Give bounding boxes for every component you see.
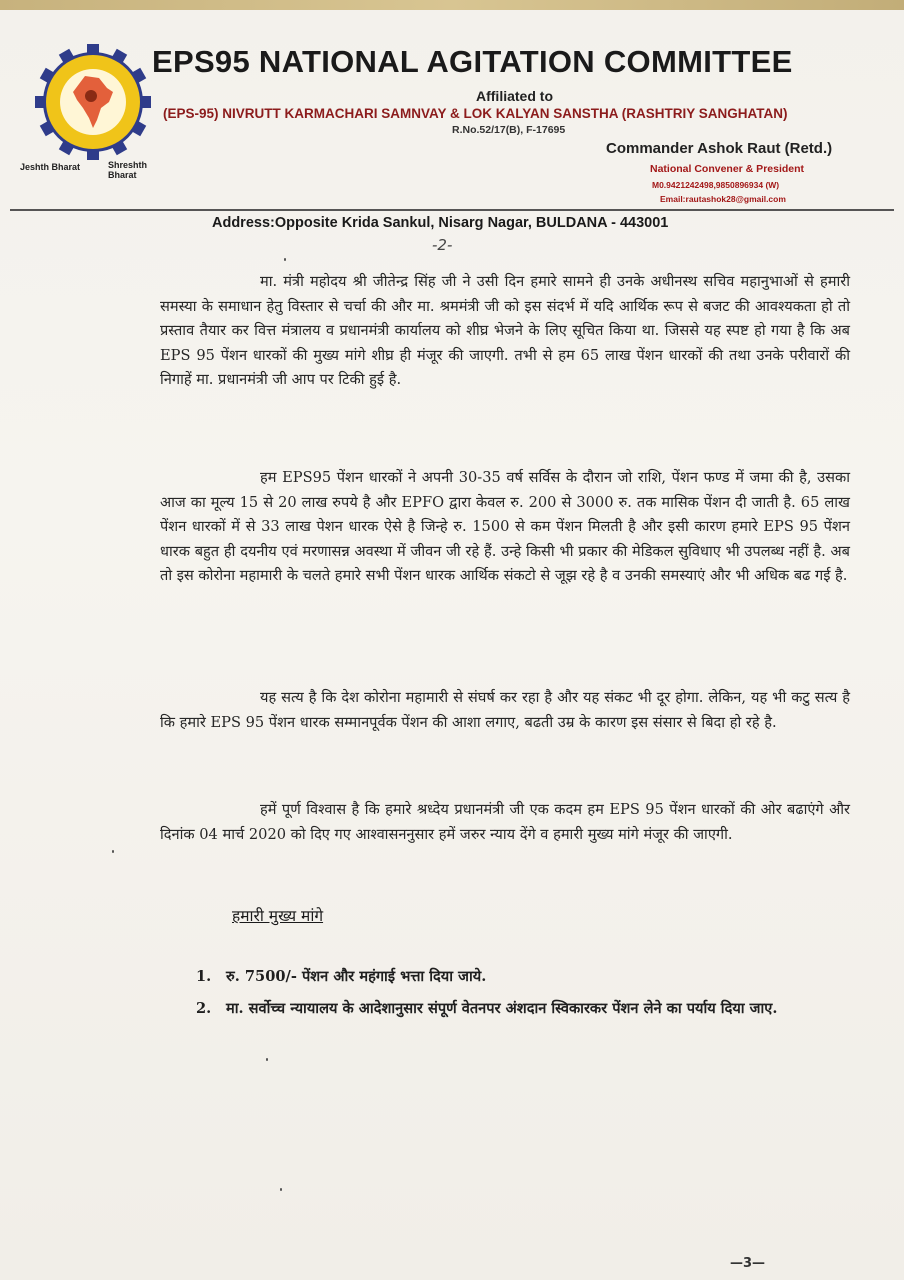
demand-item: [196, 996, 846, 1021]
paper-speck: [112, 850, 114, 853]
demands-heading: हमारी मुख्य मांगे: [232, 907, 324, 925]
demand-number: 1.: [196, 968, 212, 985]
address-line: Address:Opposite Krida Sankul, Nisarg Nagar, BULDANA - 443001: [212, 215, 669, 231]
signatory-name: Commander Ashok Raut (Retd.): [606, 140, 833, 157]
demand-text: रु. 7500/- पेंशन और महंगाई भत्ता दिया जाये.: [226, 968, 487, 985]
contact-email: Email:rautashok28@gmail.com: [660, 194, 786, 204]
demand-item: [196, 964, 846, 989]
paper-speck: [280, 1188, 282, 1191]
paragraph-4: हमें पूर्ण विश्वास है कि हमारे श्रध्देय प्रधानमंत्री जी एक कदम हम EPS 95 पेंशन धारकों की ओर बढाएंगे और दिनांक 04 मार्च 2020 को दिए गए आश्वासननुसार हमें जरुर न्याय देंगे व हमारी मुख्य मांगे मंजूर की जाएगी.: [160, 801, 850, 843]
paper-speck: [284, 258, 286, 261]
organization-logo: [18, 40, 168, 180]
gear-emblem-icon: [18, 40, 168, 165]
paragraph-3: यह सत्य है कि देश कोरोना महामारी से संघर्ष कर रहा है और यह संकट भी दूर होगा. लेकिन, यह भी कटु सत्य है कि हमारे EPS 95 पेंशन धारक सम्मानपूर्वक पेंशन की आशा लगाए, बढती उम्र के कारण इस संसार से बिदा हो रहे है.: [160, 689, 850, 731]
organization-title: EPS95 NATIONAL AGITATION COMMITTEE: [152, 44, 793, 79]
registration-number: R.No.52/17(B), F-17695: [452, 124, 566, 136]
logo-caption-right: Shreshth Bharat: [108, 160, 148, 180]
affiliated-organization: (EPS-95) NIVRUTT KARMACHARI SAMNVAY & LOK KALYAN SANSTHA (RASHTRIY SANGHATAN): [163, 106, 788, 121]
signatory-designation: National Convener & President: [650, 163, 805, 175]
header-divider: [10, 209, 894, 211]
affiliated-label: Affiliated to: [476, 88, 553, 104]
paragraph-2: हम EPS95 पेंशन धारकों ने अपनी 30-35 वर्ष सर्विस के दौरान जो राशि, पेंशन फण्ड में जमा की है, उसका आज का मूल्य 15 से 20 लाख रुपये है और EPFO द्वारा केवल रु. 200 से 3000 रु. तक मासिक पेंशन दी जाती है. 65 लाख पेंशन धारकों में से 33 लाख पेशन धारक ऐसे है जिन्हे रु. 1500 से कम पेंशन मिलती है और इसी कारण हमारे EPS 95 पेंशन धारक बहुत ही दयनीय एवं मरणासन्न अवस्था में जीवन जी रहे हैं. उन्हे किसी भी प्रकार की मेडिकल सुविधाए भी उपलब्ध नहीं है. अब तो इस कोरोना महामारी के चलते हमारे सभी पेंशन धारक आर्थिक संकटो से जूझ रहे है व उनकी समस्याएं और भी अधिक बढ गई है.: [160, 469, 850, 585]
demand-number: 2.: [196, 1000, 212, 1017]
paragraph-1: मा. मंत्री महोदय श्री जीतेन्द्र सिंह जी ने उसी दिन हमारे सामने ही उनके अधीनस्थ सचिव महानुभाओं से हमारी समस्या के समाधान हेतु विस्तार से चर्चा की और मा. श्रममंत्री जी को इस संदर्भ में यदि आर्थिक रूप से बजट की आवश्यकता हो तो प्रस्ताव तैयार कर वित्त मंत्रालय व प्रधानमंत्री कार्यालय को शीघ्र भेजने के लिए सूचित किया था. जिससे यह स्पष्ट हो गया है कि अब EPS 95 पेंशन धारकों की मुख्य मांगे शीघ्र ही मंजूर की जाएगी. तभी से हम 65 लाख पेंशन धारकों की तथा उनके परीवारों की निगाहें मा. प्रधानमंत्री जी आप पर टिकी हुई है.: [160, 273, 850, 389]
logo-caption-left: Jeshth Bharat: [20, 162, 81, 172]
page-marker-bottom: —3—: [730, 1256, 766, 1271]
paper-speck: [266, 1058, 268, 1061]
contact-mobile: M0.9421242498,9850896934 (W): [652, 180, 780, 190]
demand-text: मा. सर्वोच्च न्यायालय के आदेशानुसार संपूर्ण वेतनपर अंशदान स्विकारकर पेंशन लेने का पर्याय दिया जाए.: [226, 1000, 778, 1017]
page-marker-top: -2-: [432, 236, 453, 254]
top-edge: [0, 0, 904, 10]
